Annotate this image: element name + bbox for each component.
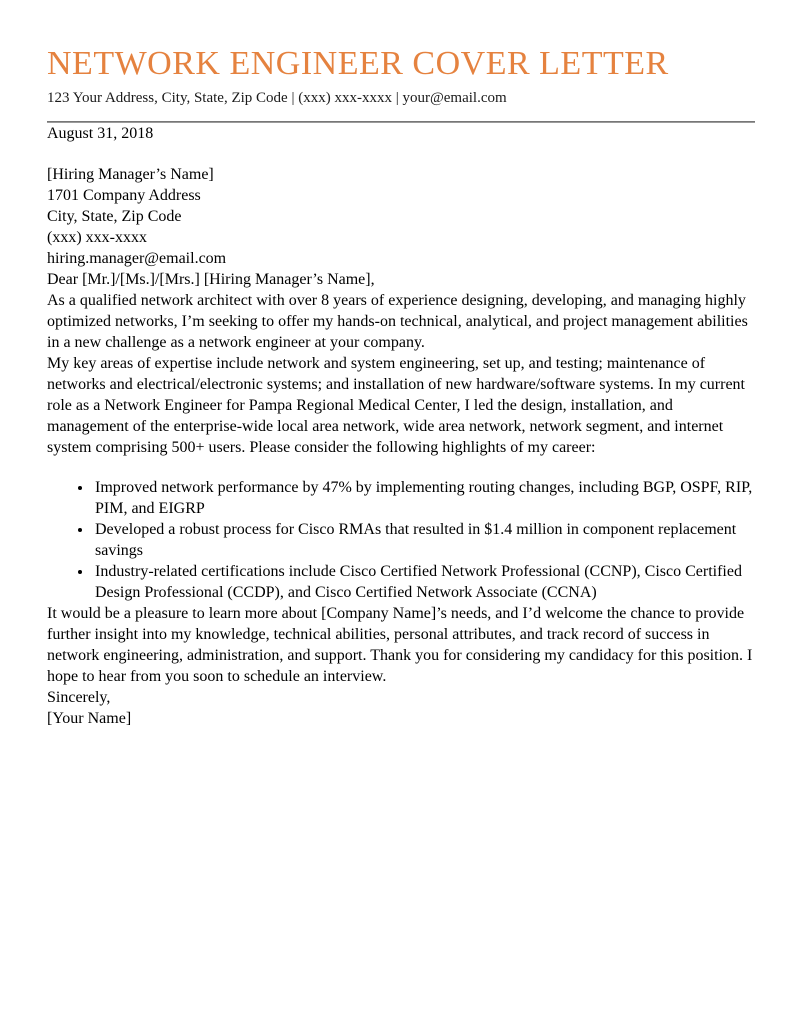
list-item: • Improved network performance by 47% by implementing routing changes, including BGP, OSPF, RIP, PIM, and EIGRP (93, 477, 755, 519)
recipient-city-state-zip: City, State, Zip Code (47, 207, 182, 225)
letter-body (47, 123, 755, 729)
list-item: • Developed a robust process for Cisco RMAs that resulted in $1.4 million in component replacement savings (93, 519, 755, 561)
letterhead (47, 44, 755, 123)
page-title: NETWORK ENGINEER COVER LETTER (47, 45, 669, 82)
contact-info-line: 123 Your Address, City, State, Zip Code | (xxx) xxx-xxxx | your@email.com (47, 89, 507, 106)
recipient-name: [Hiring Manager’s Name] (47, 165, 214, 183)
recipient-address: 1701 Company Address (47, 186, 201, 204)
salutation: Dear [Mr.]/[Ms.]/[Mrs.] [Hiring Manager’s Name], (47, 270, 375, 288)
recipient-block (47, 164, 755, 269)
signature-name: [Your Name] (47, 709, 132, 727)
recipient-email: hiring.manager@email.com (47, 249, 227, 267)
expertise-paragraph: My key areas of expertise include network and system engineering, set up, and testing; maintenance of networks and electrical/electronic systems; and installation of new hardware/software systems. In my current role as a Network Engineer for Pampa Regional Medical Center, I led the design, installation, and management of the enterprise-wide local area network, wide area network, network segment, and internet system comprising 500+ users. Please consider the following highlights of my career: (47, 354, 745, 456)
signoff: Sincerely, (47, 688, 111, 706)
career-highlights-list (47, 477, 755, 603)
recipient-phone: (xxx) xxx-xxxx (47, 228, 147, 246)
list-item: • Industry-related certifications include Cisco Certified Network Professional (CCNP), Cisco Certified Design Professional (CCDP), and Cisco Certified Network Associate (CCNA) (93, 561, 755, 603)
letter-date: August 31, 2018 (47, 124, 154, 142)
closing-paragraph: It would be a pleasure to learn more about [Company Name]’s needs, and I’d welcome the chance to provide further insight into my knowledge, technical abilities, personal attributes, and track record of success in network engineering, administration, and support. Thank you for considering my candidacy for this position. I hope to hear from you soon to schedule an interview. (47, 604, 753, 685)
intro-paragraph: As a qualified network architect with over 8 years of experience designing, developing, and managing highly optimized networks, I’m seeking to offer my hands-on technical, analytical, and project management abilities in a new challenge as a network engineer at your company. (47, 291, 748, 351)
